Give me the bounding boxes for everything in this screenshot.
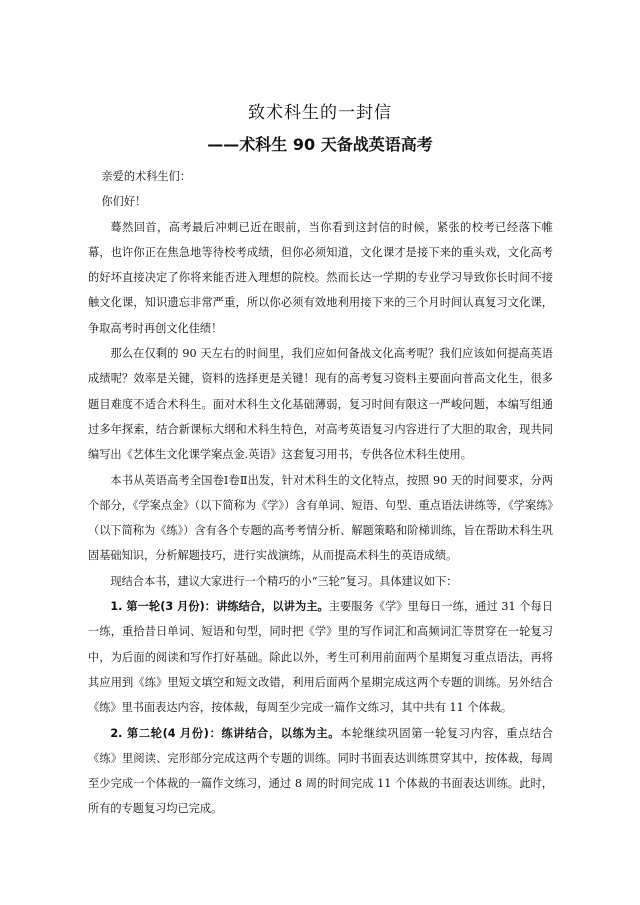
round-1 [88,594,553,720]
letter-subtitle: ——术科生 90 天备战英语高考 [207,135,433,154]
round-2 [88,721,553,822]
paragraph-question: 那么在仅剩的 90 天左右的时间里，我们应如何备战文化高考呢？我们应该如何提高英语成绩呢？效率是关键，资料的选择更是关键！现有的高考复习资料主要面向普高文化生，很多题目难度不适合术科生。面对术科生文化基础薄弱，复习时间有限这一严峻问题，本编写组通过多年探索，结合新课标大纲和术科生特色，对高考英语复习内容进行了大胆的取舍，现共同编写出《艺体生文化课学案点金.英语》这套复习用书，专供各位术科生使用。 [88,347,553,462]
greeting: 亲爱的术科生们： [101,170,191,183]
hello: 你们好！ [101,195,147,209]
round-1-heading: 1. 第一轮(3 月份)：讲练结合，以讲为主。 [110,600,329,614]
round-1-text: 主要服务《学》里每日一练，通过 31 个每日一练，重拾昔日单词、短语和句型，同时把《学》里的写作词汇和高频词汇等贯穿在一轮复习中，为后面的阅读和写作打好基础。除此以外，考生可利用前面两个星期复习重点语法，再将其应用到《练》里短文填空和短文改错，利用后面两个星期完成这两个专题的训练。另外结合《练》里书面表达内容，按体裁，每周至少完成一篇作文练习，其中共有 11 个体裁。 [88,600,553,715]
paragraph-intro: 蓦然回首，高考最后冲刺已近在眼前，当你看到这封信的时候，紧张的校考已经落下帷幕，也许你正在焦急地等待校考成绩，但你必须知道，文化课才是接下来的重头戏，文化高考的好坏直接决定了你将来能否进入理想的院校。然而长达一学期的专业学习导致你长时间不接触文化课，知识遗忘非常严重，所以你必须有效地利用接下来的三个月时间认真复习文化课，争取高考时再创文化佳绩！ [88,220,553,335]
paragraph-plan: 现结合本书，建议大家进行一个精巧的小“三轮”复习。具体建议如下： [110,574,458,588]
letter-title: 致术科生的一封信 [248,103,392,123]
letter-body [88,164,553,822]
round-2-text: 本轮继续巩固第一轮复习内容，重点结合《练》里阅读、完形部分完成这两个专题的训练。同时书面表达训练贯穿其中，按体裁，每周至少完成一个体裁的一篇作文练习，通过 8 周的时间完成 11 个体裁的书面表达训练。此时，所有的专题复习均已完成。 [88,726,553,816]
round-2-heading: 2. 第二轮(4 月份)：练讲结合，以练为主。 [110,726,341,740]
paragraph-book: 本书从英语高考全国卷Ⅰ卷Ⅱ出发，针对术科生的文化特点，按照 90 天的时间要求，分两个部分，《学案点金》（以下简称为《学》）含有单词、短语、句型、重点语法讲练等，《学案练》（以下简称为《练》）含有各个专题的高考考情分析、解题策略和阶梯训练，旨在帮助术科生巩固基础知识，分析解题技巧，进行实战演练，从而提高术科生的英语成绩。 [88,473,553,563]
